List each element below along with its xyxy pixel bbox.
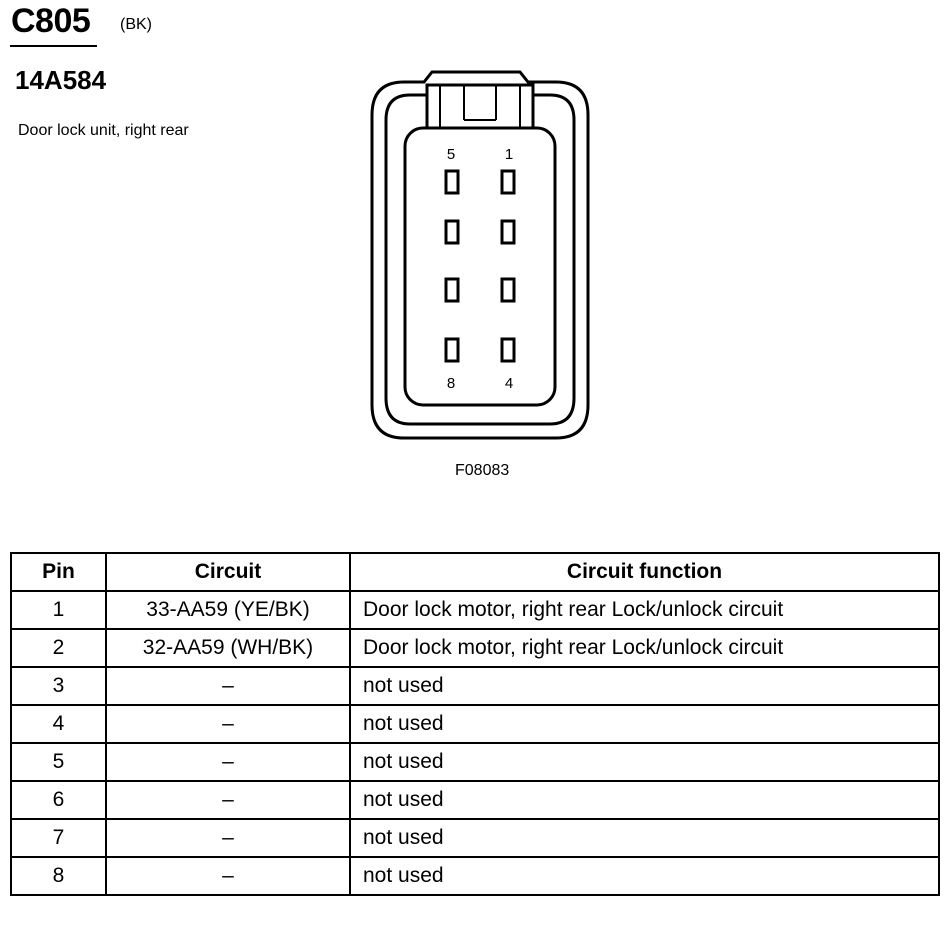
- table-row: [11, 781, 939, 819]
- pin-terminal-3: [502, 279, 514, 301]
- circuit-cell: 32-AA59 (WH/BK): [106, 629, 350, 667]
- pin-terminal-5: [446, 171, 458, 193]
- circuit-cell: 33-AA59 (YE/BK): [106, 591, 350, 629]
- circuit-cell: –: [106, 705, 350, 743]
- table-row: [11, 743, 939, 781]
- pin-cell: 6: [11, 781, 106, 819]
- circuit-cell: –: [106, 819, 350, 857]
- function-cell: not used: [350, 819, 939, 857]
- function-cell: not used: [350, 743, 939, 781]
- pin-label-8: 8: [446, 375, 456, 392]
- function-cell: not used: [350, 667, 939, 705]
- table-row: [11, 857, 939, 895]
- table-row: [11, 819, 939, 857]
- part-number: 14A584: [15, 65, 107, 95]
- table-row: [11, 629, 939, 667]
- pin-table: [10, 552, 940, 896]
- column-header-circuit: Circuit: [106, 553, 350, 591]
- table-row: [11, 591, 939, 629]
- pin-cell: 8: [11, 857, 106, 895]
- pin-label-5: 5: [446, 146, 456, 163]
- connector-description: Door lock unit, right rear: [18, 122, 189, 139]
- function-cell: not used: [350, 857, 939, 895]
- connector-face-diagram: [360, 60, 600, 450]
- connector-color-code: (BK): [120, 16, 152, 33]
- pin-cell: 1: [11, 591, 106, 629]
- pin-terminal-7: [446, 279, 458, 301]
- connector-id: C805: [11, 2, 91, 40]
- locking-tab: [427, 85, 533, 131]
- pin-terminal-6: [446, 221, 458, 243]
- circuit-cell: –: [106, 857, 350, 895]
- table-row: [11, 667, 939, 705]
- function-cell: not used: [350, 705, 939, 743]
- function-cell: Door lock motor, right rear Lock/unlock circuit: [350, 591, 939, 629]
- pin-terminal-1: [502, 171, 514, 193]
- pin-cavity-face: [405, 128, 555, 405]
- column-header-function: Circuit function: [350, 553, 939, 591]
- pin-terminal-4: [502, 339, 514, 361]
- pin-label-4: 4: [504, 375, 514, 392]
- pin-terminal-8: [446, 339, 458, 361]
- pin-terminal-2: [502, 221, 514, 243]
- table-row: [11, 705, 939, 743]
- title-underline: [10, 45, 97, 47]
- circuit-cell: –: [106, 667, 350, 705]
- figure-id: F08083: [455, 462, 510, 479]
- table-header-row: [11, 553, 939, 591]
- pin-label-1: 1: [504, 146, 514, 163]
- column-header-pin: Pin: [11, 553, 106, 591]
- circuit-cell: –: [106, 781, 350, 819]
- function-cell: not used: [350, 781, 939, 819]
- pin-cell: 2: [11, 629, 106, 667]
- pin-cell: 7: [11, 819, 106, 857]
- pin-cell: 4: [11, 705, 106, 743]
- pin-cell: 3: [11, 667, 106, 705]
- pin-cell: 5: [11, 743, 106, 781]
- circuit-cell: –: [106, 743, 350, 781]
- function-cell: Door lock motor, right rear Lock/unlock circuit: [350, 629, 939, 667]
